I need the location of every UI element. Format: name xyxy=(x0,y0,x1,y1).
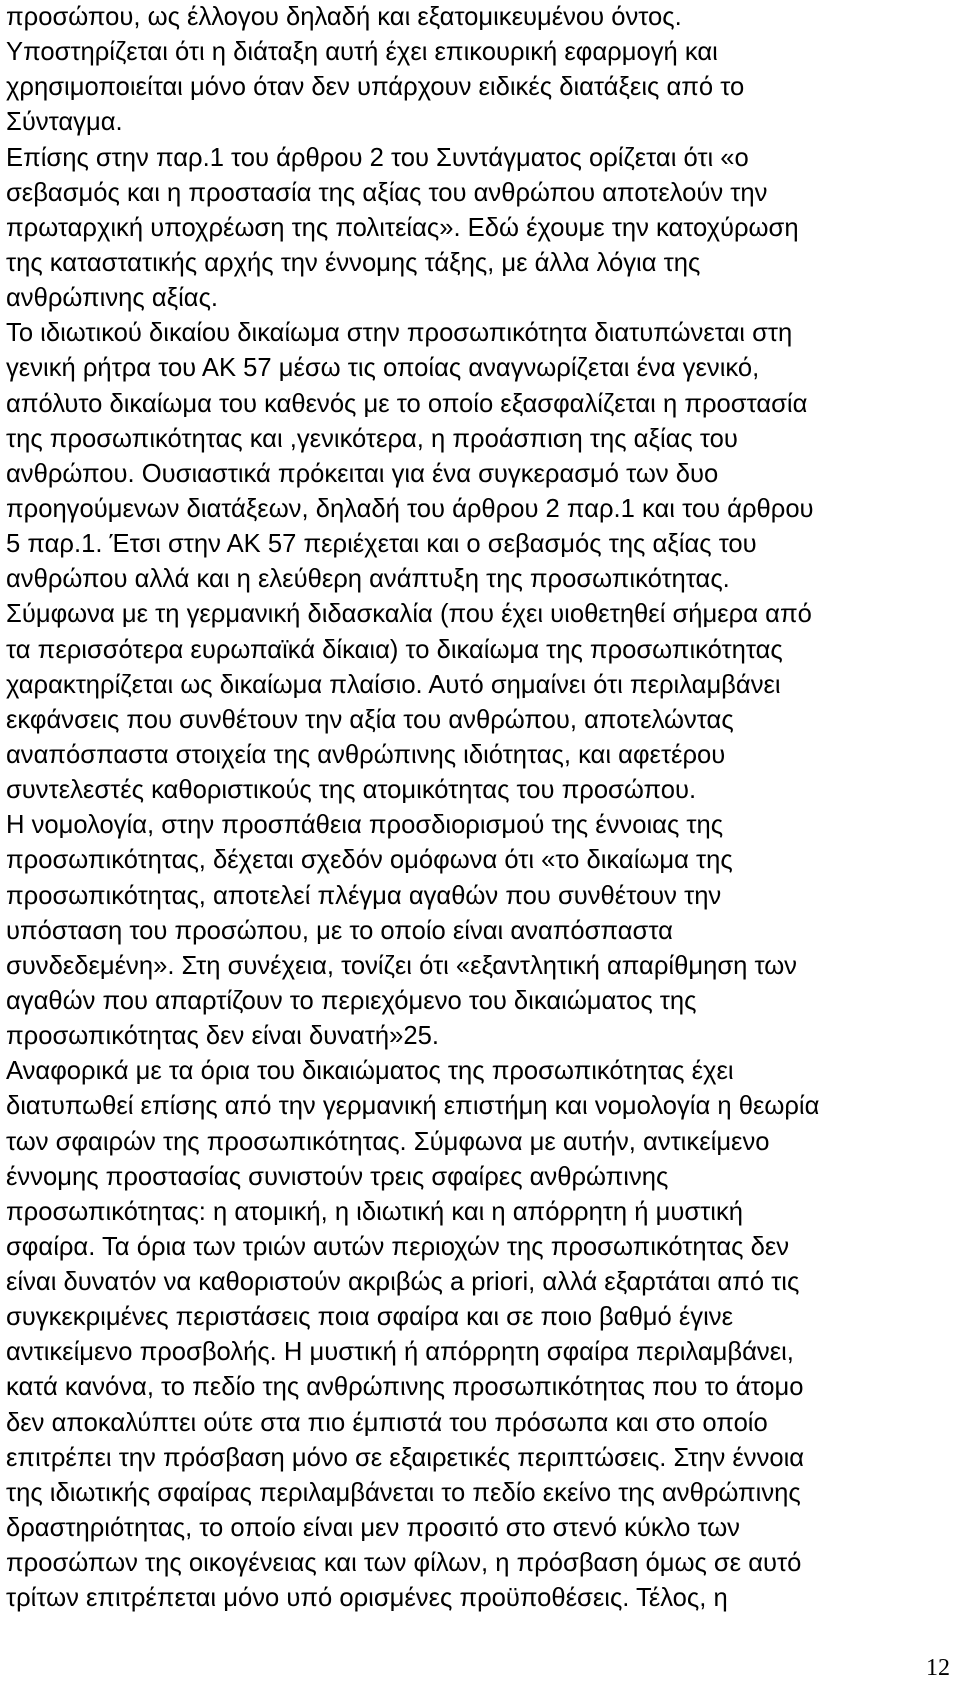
text-line: προσωπικότητας: η ατομική, η ιδιωτική και η απόρρητη ή μυστική xyxy=(6,1197,743,1226)
text-line: δεν αποκαλύπτει ούτε στα πιο έμπιστά του πρόσωπα και στο οποίο xyxy=(6,1408,768,1437)
text-line: αντικείμενο προσβολής. Η μυστική ή απόρρητη σφαίρα περιλαμβάνει, xyxy=(6,1338,794,1367)
text-line: 5 παρ.1. Έτσι στην ΑΚ 57 περιέχεται και ο σεβασμός της αξίας του xyxy=(6,530,757,559)
text-line: έννομης προστασίας συνιστούν τρεις σφαίρες ανθρώπινης xyxy=(6,1162,669,1191)
text-line: προσώπων της οικογένειας και των φίλων, η πρόσβαση όμως σε αυτό xyxy=(6,1549,802,1578)
text-line: γενική ρήτρα του ΑΚ 57 μέσω τις οποίας αναγνωρίζεται ένα γενικό, xyxy=(6,354,760,383)
body-text xyxy=(6,0,951,1616)
text-line: Το ιδιωτικού δικαίου δικαίωμα στην προσωπικότητα διατυπώνεται στη xyxy=(6,319,793,348)
text-line: τα περισσότερα ευρωπαϊκά δίκαια) το δικαίωμα της προσωπικότητας xyxy=(6,635,783,664)
text-line: ανθρώπου αλλά και η ελεύθερη ανάπτυξη της προσωπικότητας. xyxy=(6,565,730,594)
text-line: Σύνταγμα. xyxy=(6,108,123,137)
text-line: διατυπωθεί επίσης από την γερμανική επιστήμη και νομολογία η θεωρία xyxy=(6,1092,820,1121)
text-line: σφαίρα. Τα όρια των τριών αυτών περιοχών της προσωπικότητας δεν xyxy=(6,1232,790,1261)
text-line: των σφαιρών της προσωπικότητας. Σύμφωνα με αυτήν, αντικείμενο xyxy=(6,1127,770,1156)
text-line: σεβασμός και η προστασία της αξίας του ανθρώπου αποτελούν την xyxy=(6,178,768,207)
text-line: προηγούμενων διατάξεων, δηλαδή του άρθρου 2 παρ.1 και του άρθρου xyxy=(6,494,814,523)
text-line: αγαθών που απαρτίζουν το περιεχόμενο του δικαιώματος της xyxy=(6,986,697,1015)
text-line: χαρακτηρίζεται ως δικαίωμα πλαίσιο. Αυτό σημαίνει ότι περιλαμβάνει xyxy=(6,670,781,699)
text-line: Η νομολογία, στην προσπάθεια προσδιορισμού της έννοιας της xyxy=(6,811,724,840)
page-number: 12 xyxy=(926,1655,950,1681)
text-line: ανθρώπινης αξίας. xyxy=(6,284,219,313)
text-line: Αναφορικά με τα όρια του δικαιώματος της προσωπικότητας έχει xyxy=(6,1057,734,1086)
text-line: κατά κανόνα, το πεδίο της ανθρώπινης προσωπικότητας που το άτομο xyxy=(6,1373,804,1402)
text-line: Επίσης στην παρ.1 του άρθρου 2 του Συντάγματος ορίζεται ότι «ο xyxy=(6,143,749,172)
text-line: συνδεδεμένη». Στη συνέχεια, τονίζει ότι «εξαντλητική απαρίθμηση των xyxy=(6,951,797,980)
text-line: πρωταρχική υποχρέωση της πολιτείας». Εδώ έχουμε την κατοχύρωση xyxy=(6,213,799,242)
text-line: είναι δυνατόν να καθοριστούν ακριβώς a priori, αλλά εξαρτάται από τις xyxy=(6,1268,800,1297)
text-line: προσωπικότητας, αποτελεί πλέγμα αγαθών που συνθέτουν την xyxy=(6,881,722,910)
text-line: δραστηριότητας, το οποίο είναι μεν προσιτό στο στενό κύκλο των xyxy=(6,1514,740,1543)
text-line: υπόσταση του προσώπου, με το οποίο είναι αναπόσπαστα xyxy=(6,916,673,945)
text-line: χρησιμοποιείται μόνο όταν δεν υπάρχουν ειδικές διατάξεις από το xyxy=(6,73,745,102)
text-line: τρίτων επιτρέπεται μόνο υπό ορισμένες προϋποθέσεις. Τέλος, η xyxy=(6,1584,728,1613)
text-line: προσώπου, ως έλλογου δηλαδή και εξατομικευμένου όντος. xyxy=(6,3,682,31)
text-line: επιτρέπει την πρόσβαση μόνο σε εξαιρετικές περιπτώσεις. Στην έννοια xyxy=(6,1443,805,1472)
document-page xyxy=(6,0,951,1616)
text-line: προσωπικότητας, δέχεται σχεδόν ομόφωνα ότι «το δικαίωμα της xyxy=(6,846,733,875)
text-line: Υποστηρίζεται ότι η διάταξη αυτή έχει επικουρική εφαρμογή και xyxy=(6,38,718,67)
text-line: αναπόσπαστα στοιχεία της ανθρώπινης ιδιότητας, και αφετέρου xyxy=(6,740,726,769)
text-line: της ιδιωτικής σφαίρας περιλαμβάνεται το πεδίο εκείνο της ανθρώπινης xyxy=(6,1478,801,1507)
text-line: συγκεκριμένες περιστάσεις ποια σφαίρα και σε ποιο βαθμό έγινε xyxy=(6,1303,733,1332)
text-line: ανθρώπου. Ουσιαστικά πρόκειται για ένα συγκερασμό των δυο xyxy=(6,459,719,488)
text-line: συντελεστές καθοριστικούς της ατομικότητας του προσώπου. xyxy=(6,776,697,805)
text-line: προσωπικότητας δεν είναι δυνατή»25. xyxy=(6,1022,439,1051)
text-line: απόλυτο δικαίωμα του καθενός με το οποίο εξασφαλίζεται η προστασία xyxy=(6,389,808,418)
text-line: της καταστατικής αρχής την έννομης τάξης, με άλλα λόγια της xyxy=(6,248,701,277)
text-line: της προσωπικότητας και ,γενικότερα, η προάσπιση της αξίας του xyxy=(6,424,738,453)
text-line: εκφάνσεις που συνθέτουν την αξία του ανθρώπου, αποτελώντας xyxy=(6,705,734,734)
text-line: Σύμφωνα με τη γερμανική διδασκαλία (που έχει υιοθετηθεί σήμερα από xyxy=(6,600,812,629)
